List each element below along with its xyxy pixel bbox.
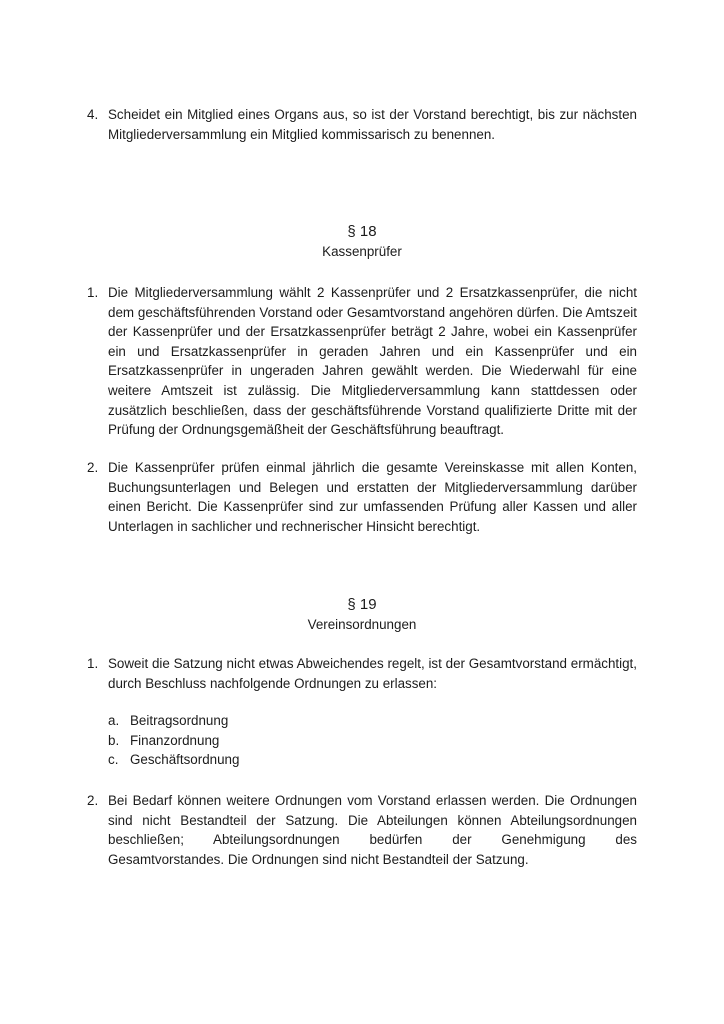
section-title: Vereinsordnungen — [307, 617, 417, 632]
section-heading-18 — [0, 222, 724, 262]
sub-list-item — [108, 750, 408, 770]
section-heading-19 — [0, 595, 724, 635]
section-number: § 18 — [347, 223, 377, 240]
sub-list-item — [108, 711, 408, 731]
list-item-text: Die Kassenprüfer prüfen einmal jährlich die gesamte Vereinskasse mit allen Konten, Buchungsunterlagen und Belegen und erstatten der Mitgliederversammlung darüber einen Bericht. Die Kassenprüfer sind zur umfassenden Prüfung aller Kassen und aller Unterlagen in sachlicher und rechnerischer Hinsicht berechtigt. — [108, 460, 637, 534]
sub-list-marker: c. — [108, 752, 119, 767]
section-title: Kassenprüfer — [322, 244, 402, 259]
list-marker: 1. — [87, 285, 99, 300]
list-item-text: Scheidet ein Mitglied eines Organs aus, so ist der Vorstand berechtigt, bis zur nächsten Mitgliederversammlung ein Mitglied kommissarisch zu benennen. — [108, 107, 637, 142]
list-item-intro — [87, 105, 637, 144]
list-item — [87, 458, 637, 536]
list-item-text: Soweit die Satzung nicht etwas Abweichendes regelt, ist der Gesamtvorstand ermächtigt, durch Beschluss nachfolgende Ordnungen zu erlassen: — [108, 656, 637, 691]
list-marker: 2. — [87, 793, 99, 808]
sub-list-marker: b. — [108, 732, 120, 748]
list-marker: 4. — [87, 107, 99, 122]
list-item-text-final-line: Gesamtvorstandes. Die Ordnungen sind nicht Bestandteil der Satzung. — [108, 851, 529, 867]
sub-list-text: Geschäftsordnung — [130, 752, 240, 767]
list-marker: 2. — [87, 460, 99, 475]
sub-list-marker: a. — [108, 713, 120, 728]
sub-list — [108, 711, 408, 770]
sub-list-item — [108, 731, 408, 751]
sub-list-text: Finanzordnung — [130, 732, 220, 748]
list-item-text-justified: Bei Bedarf können weitere Ordnungen vom Vorstand erlassen werden. Die Ordnungen sind nicht Bestandteil der Satzung. Die Abteilungen können Abteilungsordnungen beschließen; Abteilungsordnungen bedürfen der Genehmigung des — [108, 793, 637, 848]
list-item — [87, 283, 637, 440]
list-item-text: Die Mitgliederversammlung wählt 2 Kassenprüfer und 2 Ersatzkassenprüfer, die nicht dem geschäftsführenden Vorstand oder Gesamtvorstand angehören dürfen. Die Amtszeit der Kassenprüfer und der Ersatzkassenprüfer beträgt 2 Jahre, wobei ein Kassenprüfer ein und Ersatzkassenprüfer in geraden Jahren und ein Kassenprüfer und ein Ersatzkassenprüfer in ungeraden Jahren gewählt werden. Die Wiederwahl für eine weitere Amtszeit ist zulässig. Die Mitgliederversammlung kann stattdessen oder zusätzlich beschließen, dass der geschäftsführende Vorstand qualifizierte Dritte mit der Prüfung der Ordnungsgemäßheit der Geschäftsführung beauftragt. — [108, 285, 637, 438]
list-item — [87, 654, 637, 693]
list-marker: 1. — [87, 656, 99, 671]
section-number: § 19 — [347, 596, 377, 613]
sub-list-text: Beitragsordnung — [130, 713, 229, 728]
list-item — [87, 791, 637, 869]
